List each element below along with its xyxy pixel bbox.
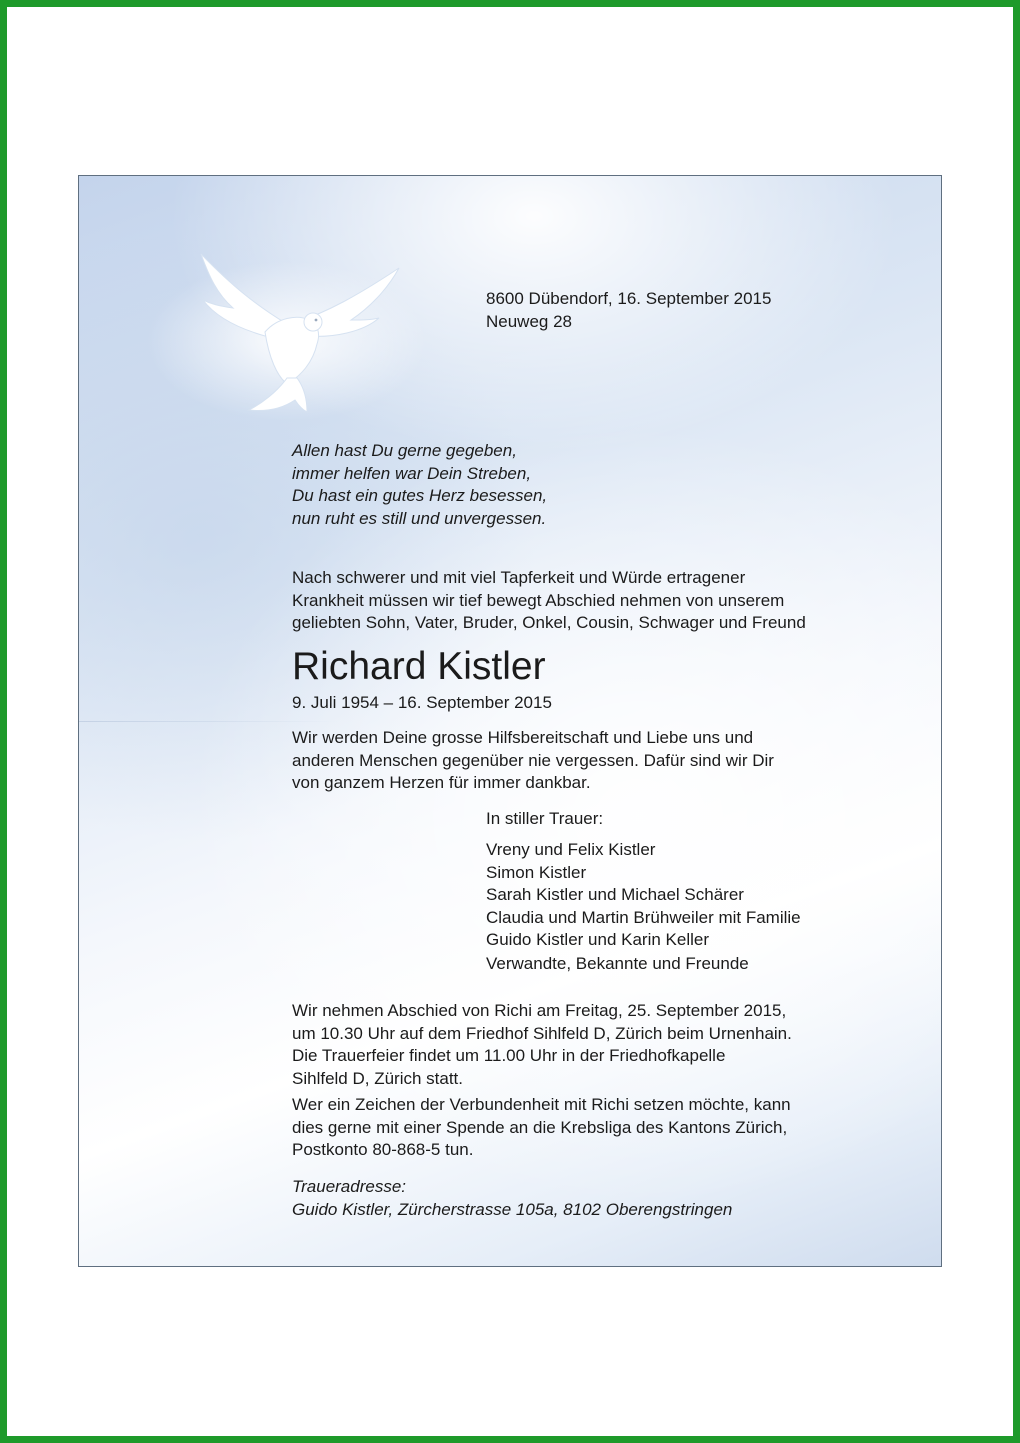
service-line: Die Trauerfeier findet um 11.00 Uhr in der Friedhofkapelle <box>292 1046 726 1065</box>
donation-line: dies gerne mit einer Spende an die Krebsliga des Kantons Zürich, <box>292 1117 788 1137</box>
service-line: Sihlfeld D, Zürich statt. <box>292 1068 464 1088</box>
donation-paragraph <box>292 1094 791 1162</box>
life-dates: 9. Juli 1954 – 16. September 2015 <box>292 693 552 712</box>
sender-address <box>486 288 771 333</box>
mourner-name: Claudia und Martin Brühweiler mit Familie <box>486 907 801 927</box>
address-value: Guido Kistler, Zürcherstrasse 105a, 8102 Oberengstringen <box>292 1199 733 1219</box>
card-fold-line <box>79 721 339 722</box>
tribute-line: von ganzem Herzen für immer dankbar. <box>292 773 591 792</box>
dove-icon <box>137 246 427 421</box>
poem-line: Allen hast Du gerne gegeben, <box>292 441 517 460</box>
obituary-card <box>78 175 942 1267</box>
mourner-name: Sarah Kistler und Michael Schärer <box>486 885 744 904</box>
street-address: Neuweg 28 <box>486 311 573 331</box>
service-paragraph <box>292 1000 792 1090</box>
tribute-paragraph <box>292 727 774 795</box>
address-label: Traueradresse: <box>292 1177 407 1196</box>
poem-line: nun ruht es still und unvergessen. <box>292 508 547 528</box>
intro-paragraph <box>292 567 806 635</box>
mourner-name: Vreny und Felix Kistler <box>486 840 656 859</box>
mourners-heading: In stiller Trauer: <box>486 809 604 828</box>
mourner-name: Guido Kistler und Karin Keller <box>486 930 710 949</box>
place-date: 8600 Dübendorf, 16. September 2015 <box>486 289 772 308</box>
poem-line: Du hast ein gutes Herz besessen, <box>292 486 548 505</box>
intro-line: Krankheit müssen wir tief bewegt Abschied nehmen von unserem <box>292 590 785 610</box>
donation-line: Wer ein Zeichen der Verbundenheit mit Richi setzen möchte, kann <box>292 1095 791 1114</box>
mourners-others: Verwandte, Bekannte und Freunde <box>486 954 749 973</box>
tribute-line: anderen Menschen gegenüber nie vergessen. Dafür sind wir Dir <box>292 750 774 770</box>
intro-line: geliebten Sohn, Vater, Bruder, Onkel, Cousin, Schwager und Freund <box>292 613 806 632</box>
mourners-list <box>486 839 801 952</box>
poem-line: immer helfen war Dein Streben, <box>292 463 532 483</box>
service-line: um 10.30 Uhr auf dem Friedhof Sihlfeld D, Zürich beim Urnenhain. <box>292 1023 792 1043</box>
poem <box>292 440 547 530</box>
intro-line: Nach schwerer und mit viel Tapferkeit und Würde ertragener <box>292 568 746 587</box>
donation-line: Postkonto 80-868-5 tun. <box>292 1140 474 1159</box>
tribute-line: Wir werden Deine grosse Hilfsbereitschaft und Liebe uns und <box>292 728 754 747</box>
deceased-name: Richard Kistler <box>292 645 546 688</box>
service-line: Wir nehmen Abschied von Richi am Freitag, 25. September 2015, <box>292 1001 787 1020</box>
mourner-name: Simon Kistler <box>486 862 587 882</box>
mourning-address <box>292 1176 732 1221</box>
